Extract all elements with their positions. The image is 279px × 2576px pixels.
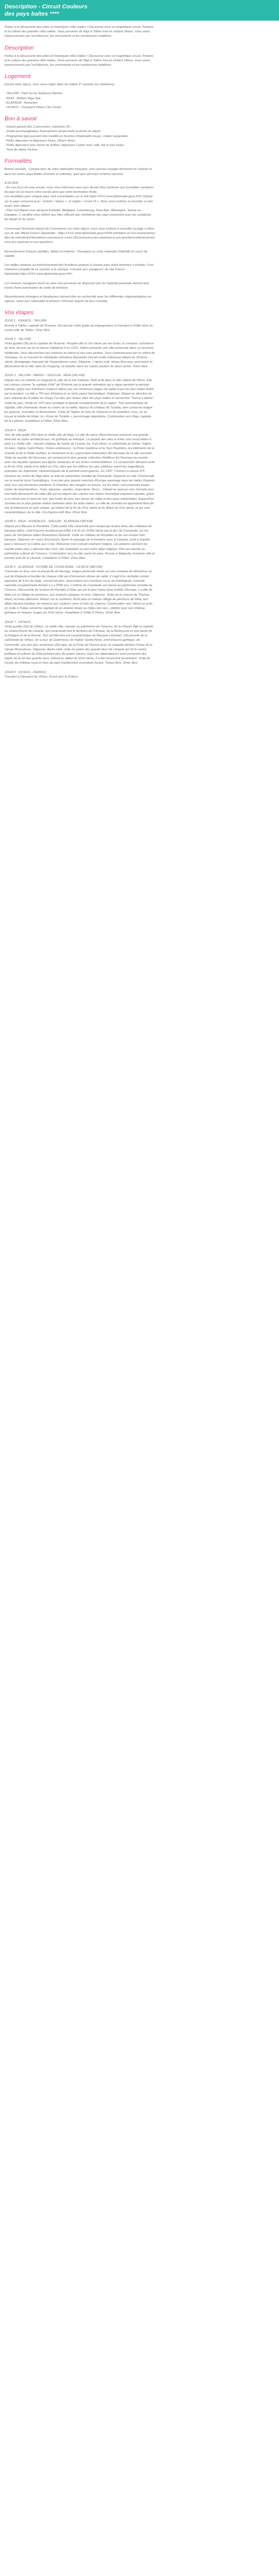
content: [0, 25, 279, 679]
formalites-heading: Formalités: [4, 158, 32, 165]
list-item: - Taxe de séjour incluse.: [4, 148, 39, 152]
day-title: JOUR 5 : RIGA - RUNDALES - SIAULIAI - KLAIPEDA (330 KM): [4, 520, 93, 524]
bon-a-savoir-heading: Bon à savoir: [4, 115, 37, 123]
day-title: JOUR 8 : VILNIUS - FRANCE: [4, 670, 46, 674]
day-text: Transfert à l'aéroport de Vilnius. Envol vers la France.: [4, 675, 79, 679]
title-bar: [0, 0, 279, 21]
formalites-note: [4, 181, 155, 222]
formalites-paragraph-3: Ressortissants français (adultes, bébés et enfants) : Passeport ou carte nationale d'identité en cours de validité.: [4, 250, 148, 258]
list-item: - Petits déjeuners sous forme de buffets, déjeuners 2 plats avec café, thé et eau inclus.: [4, 144, 125, 148]
list-item: - KLAIPEDA : Amberton: [4, 101, 38, 105]
day-title: JOUR 3 : TALLINN - PARNU - SIGULDA - RIGA (360 KM): [4, 374, 85, 378]
list-item: - Guide-accompagnateur francophone durant toute la durée du séjour.: [4, 130, 102, 134]
etapes-heading: Vos étapes: [4, 309, 34, 316]
day-text: Départ vers Bauska et Rundales. Cette petite ville rassemble pour beaucoup le plus beau des châteaux de baroque letton, chef-d'œuvre architectural édifié à la fin du XVIIIe siècle par le duc de Courlande, sur les plans de l'architecte italien Bartolomeo Rastrelli. Visite du château de Rundales et de son musée d'art baroque. Déjeuner en cours d'excursion. Après le passage de la frontière avec la Lituanie, arrêt à Siauliai pour y découvrir la Colline aux Croix. Personne n'en connaît vraiment l'origine. Les pèlerins viennent du monde entier pour y déposer des croix, des statuettes ou tout autre objet religieux. Elle est classée au patrimoine culturel de l'Unesco. Continuation vers la côte ouest du pays. Arrivée à Klaipeda, troisième ville et premier port de la Lituanie. Installation à l'hôtel. Dîner libre.: [4, 524, 155, 561]
list-item: - TALLINN : Park Inn by Radisson Meriton: [4, 92, 63, 96]
day-block: [4, 337, 155, 369]
logement-list: [4, 91, 275, 110]
day-block: [4, 670, 155, 679]
day-block: [4, 428, 155, 515]
list-item: - Départ garanti dès 2 personnes, maximum 20.: [4, 125, 71, 129]
note-title: A NOTER: [4, 181, 18, 185]
day-text: Traversée en ferry vers la presqu'île de Neringa, longue péninsule étirée sur une centaine de kilomètres au sud de Klaipeda et bordée de chaque côté par d'immenses dunes de sable. Il s'agit d'un véritable cordon lagunaire de 4 km de large, couvert de pins, descendant vers l'enclave russe de Kaliningrad, curiosité naturelle exceptionnelle formée il y a 5000 ans. L'isthme de Courlande est classé au patrimoine mondial de l'Unesco. Découverte de la dune de Parnidis à Nida, qui est la plus haute dune mobile d'Europe. La ville de Nida est un village de pêcheurs, aux maisons typiques en bois. Déjeuner. Visite de la maison de Thomas Mann, écrivain allemand. Retour sur le continent. Arrêt dans le célèbre village de pêcheurs de Nida, aux allées fleuries bordées de maisons aux couleurs vives et toits de chaume. Continuation vers Vilnius et arrêt en route à Trakai, ancienne capitale de la Lituanie située au milieu des lacs, célèbre pour son château gothique en briques rouges du XIVe siècle. Installation à l'hôtel à Vilnius. Dîner libre.: [4, 570, 153, 615]
description-heading: Description: [4, 44, 34, 51]
day-block: [4, 620, 155, 666]
day-text: Visite guidée (3h) de la capitale de l'Estonie. Peuplée dès le IXe siècle par les Estes, le comptoir, commerce de foire, fut pris par le roi danois Valdemar II en 1219. Tallinn présente une ville préservée dans sa structure médiévale. Vous découvrirez ses maisons en pierre et ses rues pavées. Vous commencerez par la colline de Toompea, où se trouvent la cathédrale orthodoxe Alexandre Nevski (visite intérieure) datant du XIXème siècle, témoignage imposant de l'impérialisme russe. Déjeuner. L'après-midi, temps libre pour poursuivre la découverte de la ville, faire du shopping, se balader dans les ruelles pavées du vieux centre. Dîner libre.: [4, 342, 155, 369]
day-title: JOUR 7 : VILNIUS: [4, 620, 31, 624]
day-block: [4, 565, 155, 615]
formalites-paragraph-5: Les mineurs voyageant seuls ou avec une personne ne disposant pas de l'autorité parentale doivent être munis d'une autorisation de sortie de territoire.: [4, 281, 150, 290]
note-line: - En cas d'un vol avec escale, nous vous informons que vous devrez être conforme aux formalités sanitaires du pays où se trouve votre escale ainsi que votre destination finale.: [4, 186, 154, 194]
bon-a-savoir-list: [4, 125, 155, 152]
formalites-paragraph-6: Ressortissants étrangers et binationaux doivent être en conformité avec les différentes réglementations en vigueur, selon leur nationalité et doivent s'informer auprès de leur consulat.: [4, 295, 152, 304]
list-item: - Petits déjeuners et déjeuners inclus. Dîners libres.: [4, 139, 76, 143]
day-text: Départ vers la Lettonie en longeant la côte de la mer baltique. Petit arrêt dans la ville côtière de Pärnu. Elle est connue comme "la capitale d'été" de l'Estonie par la grande animation qui y règne pendant la période estivale, grâce aux nombreux visiteurs attirés par ses immenses plages de sable et par les plus belles forêts qui la bordent. La ville a 750 ans d'histoire et un riche passé hanséatique. Déjeuner. Départ en direction du parc national de la vallée du Gauja, l'un des plus beaux sites des pays baltes et surnommé "Suisse Lettone". Visite du parc, fondé en 1973 pour protéger la beauté exceptionnelle de la région. Tour panoramique de Sigulda, ville charmante située au centre de la vallée. Aperçu du château de Turaida, bien conservé malgré les guerres, incendies et destructions. Visite de l'église en bois de Vidzeme et du cimetière Livos, où se trouve la tombe de Maija, la « Rose de Turaida », personnage légendaire. Continuation vers Riga, capitale de la Lettonie. Installation à l'hôtel. Dîner libre.: [4, 378, 155, 423]
day-block: [4, 519, 155, 561]
list-item: - VILNIUS : Courtyard Vilnius City Center: [4, 106, 61, 110]
page-title: Description - Circuit Couleurs des pays baltes ****: [4, 3, 88, 17]
day-title: JOUR 2 : TALLINN: [4, 337, 31, 341]
day-block: [4, 319, 155, 333]
description-paragraph: Partez à la découverte des jolies et historiques villes baltes ! Découvrez avec ce magnifique circuit, l'histoire et la culture des grandes villes baltes. Vous passerez de Riga à Tallinn tout en visitant Vilnius. Vous serez impressionnés par l'architecture, les monuments et les nombreuses traditions.: [4, 54, 153, 67]
formalites-paragraph-1: Bonne nouvelle : Compte tenu de votre nationalité française, vous pouvez voyager librement en Lituanie et dans les autres pays Baltes (Estonie et Lettonie), quel que soit votre schéma vaccinal.: [4, 168, 152, 176]
day-title: JOUR 4 : RIGA: [4, 428, 26, 432]
day-text: Arrivée à Tallinn, capitale de l'Estonie. Accueil par votre guide accompagnateur et transfert à l'hôtel situé au centre-ville de Tallinn. Dîner libre.: [4, 324, 153, 332]
logement-intro: Durant votre séjour, vous serez logés dans les hôtels 4* suivants (ou similaires) :: [4, 83, 116, 87]
note-line: - Pour tout départ d'un aéroport frontalier (Belgique, Luxembourg, Pays-Bas, Allemagne, Suisse ou Espagne...), veuillez vous référer aux sites officiels des ministères des pays concernés pour les conditions de départ et de retour.: [4, 209, 151, 222]
day-text: Tour de ville guidé (3h) dans la vieille ville de Riga. La ville du baron Münchhausen présente une grande diversité de styles architecturaux, du gothique au baroque. La plupart des sites à visiter sont accessibles à pied. La Vieille ville : l'ancien château de l'ordre de Livonie, les Trois frères, la cathédrale du Dôme, l'église St-Jean, l'église Saint-Pierre. Visites extérieures : la Porte Suédoise et la Tour Poudrière, les bâtiments de la Grande et de la Petite Guildes, le Parlement et les surprenants immeubles Art Nouveau de la ville nouvelle. Visite du quartier Art Nouveau, qui comprend le plus grande collection d'édifices Art Nouveau au monde, avec ses façades typiques aux lignes sinueuses et ses riches ornementations. La construction démarra entre la fin du XIXe siècle et le début du XXe, bien que les édifices les plus célèbres soient les magnifiques exemples de Jugendstil, caractéristiques de la période entre-guerres. En 1997, l'Unesco a classé 475 hectares du centre de Riga dans sa liste du patrimoine mondial de l'Humanité. Déjeuner en ville. Promenade sur le marché local Centráltirgus. Il est des plus grands marchés d'Europe aménagé dans les halles Zeppelin avec ses cinq immenses pavillons. A l'intérieur des hangars on trouve, sur les étals, sont proposés toutes sortes de marchandises : fruits, légumes, viandes, charcuterie, fleurs... Départ en autocar vers Jurmala pour une belle découverte de cette ville qui est depuis des siècles une station touristique populaire réputée, grâce à un climat sain et bord de mer, des forêts de pins, des dunes de sable et des eaux médicinales. Aujourd'hui Jurmala est la plus grande station balnéaire dans les états baltes. La ville de Jurmala est également fière de ses architectures en bois unique, qui datent de la fin du XIXe siècle et du début du XXe siècle, et qui sont caractéristiques de la ville. Fin d'après-midi libre. Dîner libre.: [4, 433, 155, 515]
list-item: - RIGA : Wellton Riga Spa: [4, 96, 41, 100]
day-text: Visite guidée (3h) de Vilnius. La vieille ville, classée au patrimoine de l'Unesco, fut au Moyen Âge la capitale du Grand-Duché de Lituanie, qui comprenait tout le territoire de l'Ukraine, de la Biélorussie et une partie de la Pologne et de la Russie. Son architecture est caractéristique du Baroque Lituanien. Découverte de la cathédrale de Vilnius, de la tour de Gediminas, de l'église Sainte-Anne, chef-d'œuvre gothique, de l'université, une des plus anciennes d'Europe, de la Porte de l'Aurore avec sa chapelle abritant l'icône de la Vierge Miraculeuse. Déjeuner. Après-midi, visite du palais des grands-ducs de Lituanie qui fut le centre politique et culturel de l'état pendant plus de quatre siècles. Dans les dépendances sont conservés des objets de la vie des grands ducs. Détruit au début du XIXe siècle, il a été reconstruit récemment. Visite du musée du château royal en bois de pays traditionnels et produits locaux. Temps libre. Dîner libre.: [4, 625, 154, 665]
logement-heading: Logement: [4, 73, 31, 80]
day-title: JOUR 1 : FRANCE - TALLINN: [4, 319, 47, 323]
formalites-paragraph-4: Les règles relatives au franchissement des frontières propres à chaque pays étant amenées à évoluer, il est vivement conseillé de se reporter à la rubrique "conseils aux voyageurs" du site France Diplomatie:https://XXX.www.diplomatie.gouv.fr/fr/: [4, 263, 153, 276]
note-line: Les modalités pour chaque pays sont consultables sur le site https://XXX.www.diplomatie.gouv.fr/fr/ Cliquez sur le pays concerné puis « Entrée / Séjour », et onglet « Covid 19 ». Nous vous invitons à consulter ce lien avant votre départ.: [4, 195, 153, 208]
list-item: - Programme type pouvant être modifié en fonction d'impératifs locaux, visites respectées.: [4, 134, 129, 138]
formalites-paragraph-2: Concernant l'éventuel impact du Coronavirus sur votre séjour, nous vous invitons à consulter la page ci-dessous du site officiel France Diplomatie : https://XXX.www.diplomatie.gouv.fr/fr/le-ministere-et-son-reseau/actualites-du-ministere/informations-coronavirus-covid-19/coronavirus-les-reponses-a-vos-questions/article/coronavirus-les-reponses-a-vos-questions: [4, 227, 155, 245]
day-block: [4, 373, 155, 423]
day-title: JOUR 6 : KLAIPEDA - ISTHME DE COURLANDE - VILNIUS (380 KM): [4, 566, 103, 569]
intro-paragraph: Partez à la découverte des jolies et historiques villes baltes ! Découvrez avec ce magnifique circuit, l'histoire et la culture des grandes villes baltes. Vous passerez de Riga à Tallinn tout en visitant Vilnius. Vous serez impressionnés par l'architecture, les monuments et les nombreuses traditions.: [4, 26, 153, 38]
